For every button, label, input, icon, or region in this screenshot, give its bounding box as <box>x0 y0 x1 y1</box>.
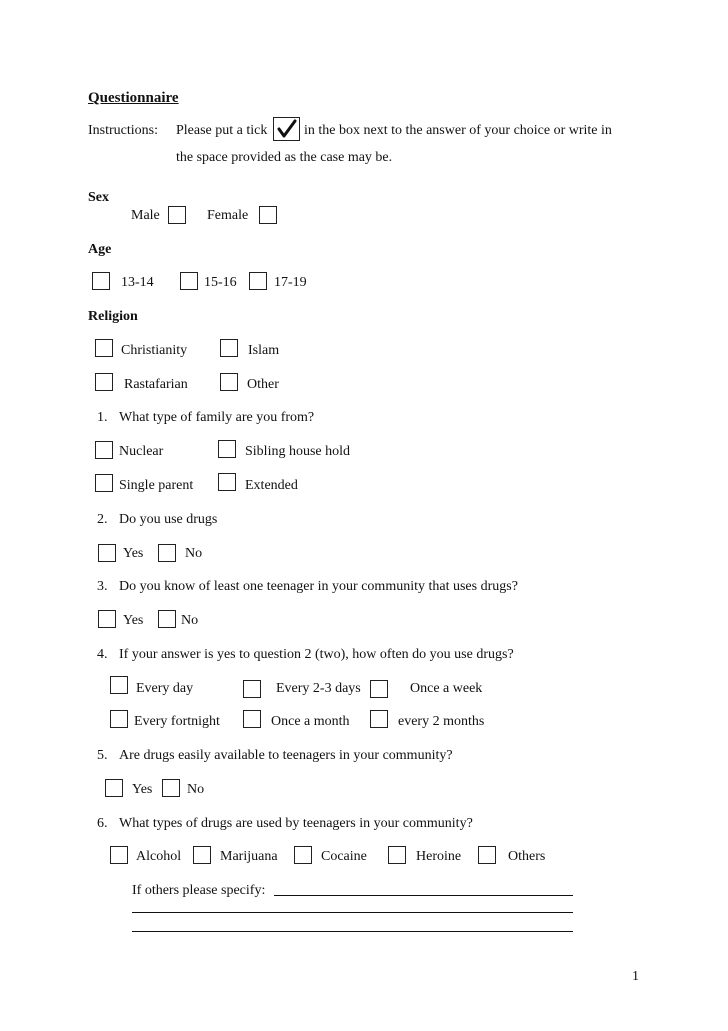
option-label: Christianity <box>121 343 188 358</box>
checkbox-sibling-household[interactable] <box>218 440 236 458</box>
option-label: 17-19 <box>274 275 307 290</box>
checkbox-q5-yes[interactable] <box>105 779 123 797</box>
checkbox-age-17-19[interactable] <box>249 272 267 290</box>
question-text: Do you use drugs <box>119 512 218 527</box>
question-text: Are drugs easily available to teenagers in your community? <box>119 748 453 763</box>
specify-input-line-3[interactable] <box>132 931 573 932</box>
question-number: 5. <box>97 748 108 763</box>
option-label: Once a month <box>271 714 350 729</box>
specify-label: If others please specify: <box>132 883 266 898</box>
question-number: 3. <box>97 579 108 594</box>
checkbox-q2-yes[interactable] <box>98 544 116 562</box>
specify-input-line-1[interactable] <box>274 895 573 896</box>
checkbox-once-a-month[interactable] <box>243 710 261 728</box>
checkbox-nuclear[interactable] <box>95 441 113 459</box>
checkbox-christianity[interactable] <box>95 339 113 357</box>
instructions-label: Instructions: <box>88 123 158 138</box>
checkbox-others[interactable] <box>478 846 496 864</box>
option-label: Marijuana <box>220 849 278 864</box>
option-label: Every 2-3 days <box>276 681 361 696</box>
sex-heading: Sex <box>88 190 109 205</box>
checkbox-every-2-3-days[interactable] <box>243 680 261 698</box>
option-label: No <box>181 613 199 628</box>
option-label: every 2 months <box>398 714 485 729</box>
specify-input-line-2[interactable] <box>132 912 573 913</box>
option-label: Heroine <box>416 849 462 864</box>
question-text: What types of drugs are used by teenagers in your community? <box>119 816 473 831</box>
checkbox-q5-no[interactable] <box>162 779 180 797</box>
checkbox-alcohol[interactable] <box>110 846 128 864</box>
option-label: Rastafarian <box>124 377 188 392</box>
option-label: Nuclear <box>119 444 164 459</box>
checkbox-age-15-16[interactable] <box>180 272 198 290</box>
option-label: Every day <box>136 681 194 696</box>
page-title: Questionnaire <box>88 90 179 106</box>
option-label: Sibling house hold <box>245 444 351 459</box>
instructions-text-2: in the box next to the answer of your choice or write in <box>304 123 612 138</box>
question-number: 4. <box>97 647 108 662</box>
checkbox-male[interactable] <box>168 206 186 224</box>
checkbox-female[interactable] <box>259 206 277 224</box>
option-label: Extended <box>245 478 298 493</box>
question-text: If your answer is yes to question 2 (two), how often do you use drugs? <box>119 647 514 662</box>
checkbox-age-13-14[interactable] <box>92 272 110 290</box>
option-label: Yes <box>132 782 153 797</box>
checkbox-every-day[interactable] <box>110 676 128 694</box>
option-label: Cocaine <box>321 849 367 864</box>
option-label: Yes <box>123 546 144 561</box>
option-label: Female <box>207 208 249 223</box>
checkbox-marijuana[interactable] <box>193 846 211 864</box>
option-label: Once a week <box>410 681 483 696</box>
question-number: 6. <box>97 816 108 831</box>
checkbox-every-fortnight[interactable] <box>110 710 128 728</box>
checkbox-once-a-week[interactable] <box>370 680 388 698</box>
checkmark-icon <box>274 118 299 140</box>
checkbox-other[interactable] <box>220 373 238 391</box>
checkbox-q3-yes[interactable] <box>98 610 116 628</box>
checkbox-rastafarian[interactable] <box>95 373 113 391</box>
checkbox-single-parent[interactable] <box>95 474 113 492</box>
page-number: 1 <box>632 969 639 984</box>
instructions-text-3: the space provided as the case may be. <box>176 150 393 165</box>
option-label: Male <box>131 208 160 223</box>
checkbox-q2-no[interactable] <box>158 544 176 562</box>
option-label: Every fortnight <box>134 714 220 729</box>
option-label: Yes <box>123 613 144 628</box>
option-label: Single parent <box>119 478 194 493</box>
option-label: 13-14 <box>121 275 154 290</box>
option-label: 15-16 <box>204 275 237 290</box>
checkbox-islam[interactable] <box>220 339 238 357</box>
option-label: Islam <box>248 343 280 358</box>
question-number: 1. <box>97 410 108 425</box>
checkbox-q3-no[interactable] <box>158 610 176 628</box>
question-number: 2. <box>97 512 108 527</box>
question-text: Do you know of least one teenager in your community that uses drugs? <box>119 579 518 594</box>
question-text: What type of family are you from? <box>119 410 315 425</box>
option-label: No <box>187 782 205 797</box>
option-label: Other <box>247 377 279 392</box>
tick-example-box <box>273 117 300 141</box>
option-label: Alcohol <box>136 849 182 864</box>
option-label: Others <box>508 849 546 864</box>
checkbox-every-2-months[interactable] <box>370 710 388 728</box>
instructions-text-1: Please put a tick <box>176 123 268 138</box>
religion-heading: Religion <box>88 309 138 324</box>
checkbox-extended[interactable] <box>218 473 236 491</box>
checkbox-cocaine[interactable] <box>294 846 312 864</box>
option-label: No <box>185 546 203 561</box>
checkbox-heroine[interactable] <box>388 846 406 864</box>
age-heading: Age <box>88 242 112 257</box>
